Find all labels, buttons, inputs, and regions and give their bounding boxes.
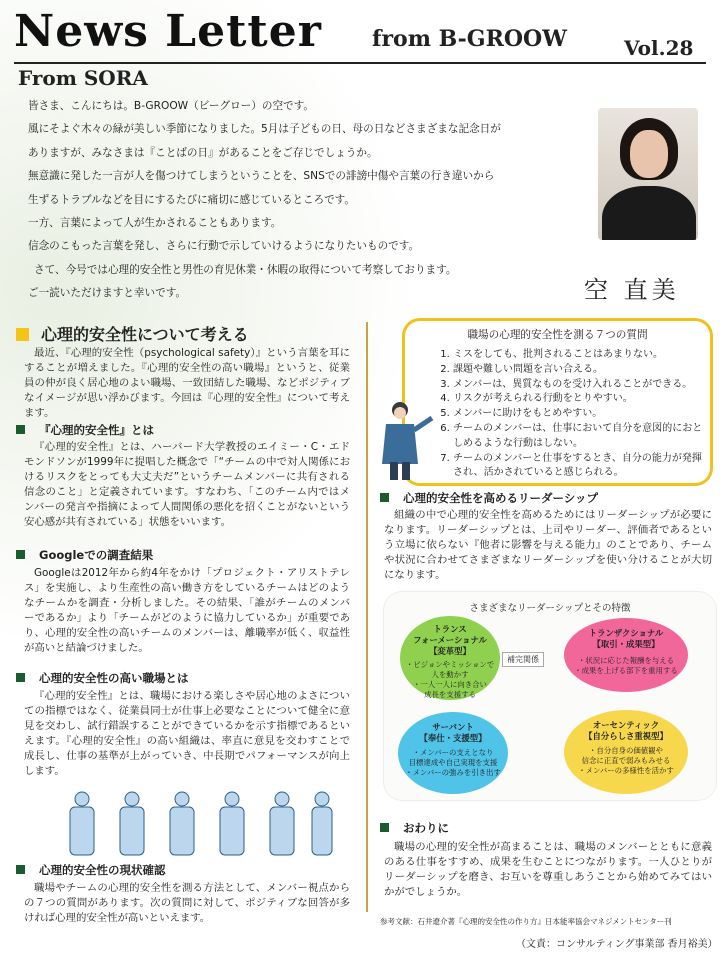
column-divider xyxy=(366,322,368,912)
main-intro: 最近、『心理的安全性（psychological safety）』という言葉を耳にすることが増えました。『心理的安全性の高い職場』というと、従業員の仲が良く居心地のよい職場、一致団結した職場、などポジティブなイメージが思い浮かびます。今回は『心理的安全性』について考えます。 xyxy=(24,347,350,419)
volume-label: Vol.28 xyxy=(624,36,694,60)
newsletter-title: News Letter xyxy=(14,6,322,57)
question-item: 7. チームのメンバーと仕事をするとき、自分の能力が発揮され、活かされていると感じられる。 xyxy=(453,452,710,482)
section-heading: Googleでの調査結果 xyxy=(16,547,153,563)
intro-line: 皆さま、こんにちは。B-GROOW（ビーグロー）の空です。 xyxy=(28,100,314,112)
intro-line: ありますが、みなさまは『ことばの日』があることをご存じでしょうか。 xyxy=(28,146,378,159)
intro-line: 生ずるトラブルなどを目にするたびに痛切に感じているところです。 xyxy=(28,193,356,206)
green-square-icon xyxy=(16,865,25,874)
header-rule xyxy=(14,62,706,64)
section-heading: 心理的安全性を高めるリーダーシップ xyxy=(380,490,598,506)
intro-line: 一方、言葉によって人が生かされることもあります。 xyxy=(28,217,282,230)
seven-questions-box xyxy=(402,318,713,486)
question-item: 5. メンバーに助けをもとめやすい。 xyxy=(453,407,710,422)
intro-line: 信念のこもった言葉を発し、さらに行動で示していけるようになりたいものです。 xyxy=(28,240,420,253)
leadership-transformational: トランス フォーメーショナル 【変革型】 ・ビジョンやミッションで 人を動かす ・一人一人に向き合い 成長を支援する xyxy=(400,616,500,700)
from-label: from B-GROOW xyxy=(372,26,567,52)
signature: 空 直美 xyxy=(584,276,680,304)
green-square-icon xyxy=(16,425,25,434)
section-body: 『心理的安全性』とは、職場における楽しさや居心地のよさについての指標ではなく、従業員同士が仕事上必要なことについて健全に意見を交わし、試行錯誤することができているかを示す指標であるといえます。『心理的安全性』の高い組織は、率直に意見を交わすことで成長し、仕事の基準が上がっていき、中長期でパフォーマンスが向上します。 xyxy=(24,690,350,777)
green-square-icon xyxy=(16,673,25,682)
section-body: 組織の中で心理的安全性を高めるためにはリーダーシップが必要になります。リーダーシップとは、上司やリーダー、評価者であるという立場に依らない『他者に影響を与える能力』のことであり、チームや状況に合わせてさまざまなリーダーシップを使い分けることが大切になります。 xyxy=(384,509,712,581)
section-heading: 心理的安全性の現状確認 xyxy=(16,862,166,878)
section-heading: 心理的安全性の高い職場とは xyxy=(16,670,189,686)
yellow-square-icon xyxy=(16,328,29,341)
intro-line: 風にそよぐ木々の緑が美しい季節になりました。5月は子どもの日、母の日などさまざまな記念日が xyxy=(28,123,501,136)
reference: 参考文献：石井遼介著『心理的安全性の作り方』日本能率協会マネジメントセンター刊 xyxy=(380,917,672,926)
section-heading: 『心理的安全性』とは xyxy=(16,422,154,438)
main-heading: 心理的安全性について考える xyxy=(16,322,249,345)
leadership-diagram xyxy=(384,592,716,800)
leadership-servant: サーバント 【奉仕・支援型】 ・メンバーの支えとなり 目標達成や自己実現を支援 ・メンバーの強みを引き出す xyxy=(398,712,508,794)
box-title: 職場の心理的安全性を測る７つの質問 xyxy=(467,329,648,341)
presenter-illustration xyxy=(376,400,436,482)
diagram-title: さまざまなリーダーシップとその特徴 xyxy=(469,603,631,614)
question-item: 3. メンバーは、異質なものを受け入れることができる。 xyxy=(453,378,710,393)
business-people-illustration xyxy=(64,787,334,857)
section-body: Googleは2012年から約4年をかけ「プロジェクト・アリストテレス」を実施し、より生産性の高い働き方をしているチームはどのようなチームかを調査・分析しました。その結果、「誰がチームのメンバーであるか」より「チームがどのように協力しているか」が重要であり、心理的安全性の高いチームのメンバーは、離職率が低く、収益性が高いと結論づけました。 xyxy=(24,567,350,654)
intro-text xyxy=(28,95,588,306)
leadership-transactional: トランザクショナル 【取引・成果型】 ・状況に応じた報酬を与える ・成果を上げる部下を重用する xyxy=(564,618,688,692)
section-from-sora: From SORA xyxy=(18,66,148,90)
intro-line: さて、今号では心理的安全性と男性の育児休業・休暇の取得について考察しております。 xyxy=(34,263,457,276)
question-item: 1. ミスをしても、批判されることはあまりない。 xyxy=(453,348,710,363)
complement-label: 補完関係 xyxy=(502,652,544,667)
section-body: 職場の心理的安全性が高まることは、職場のメンバーとともに意義のある仕事をすすめ、成果を生むことにつながります。一人ひとりがリーダーシップを磨き、お互いを尊重しあうことから始めてみてはいかがでしょうか。 xyxy=(384,841,712,898)
intro-line: 無意識に発した一言が人を傷つけてしまうということを、SNSでの誹謗中傷や言葉の行き違いから xyxy=(28,170,495,183)
section-body: 職場やチームの心理的安全性を測る方法として、メンバー視点からの７つの質問があります。次の質問に対して、ポジティブな回答が多ければ心理的安全性が高いといえます。 xyxy=(24,882,350,924)
green-square-icon xyxy=(380,493,389,502)
question-item: 6. チームのメンバーは、仕事において自分を意図的におとしめるような行動はしない。 xyxy=(453,422,710,452)
section-heading: おわりに xyxy=(380,820,449,836)
question-item: 2. 課題や難しい問題を言い合える。 xyxy=(453,363,710,378)
leadership-authentic: オーセンティック 【自分らしさ重視型】 ・自分自身の価値観や 信念に正直で弱みもみせる ・メンバーの多様性を活かす xyxy=(564,710,688,794)
green-square-icon xyxy=(16,550,25,559)
section-body: 『心理的安全性』とは、ハーバード大学教授のエイミー・C・エドモンドソンが1999年に提唱した概念で「“チームの中で対人関係におけるリスクをとっても大丈夫だ”というチームメンバーに共有される信念のこと」と定義されています。すなわち、「このチーム内ではメンバーの発言や指摘によって人間関係の悪化を招くことがないという安心感が共有されている」状態をいいます。 xyxy=(24,441,350,528)
question-item: 4. リスクが考えられる行動をとりやすい。 xyxy=(453,392,710,407)
author-credit: （文責：コンサルティング事業部 香月裕美） xyxy=(516,939,718,950)
intro-line: ご一読いただけますと幸いです。 xyxy=(28,287,187,300)
author-photo xyxy=(598,108,698,240)
green-square-icon xyxy=(380,823,389,832)
